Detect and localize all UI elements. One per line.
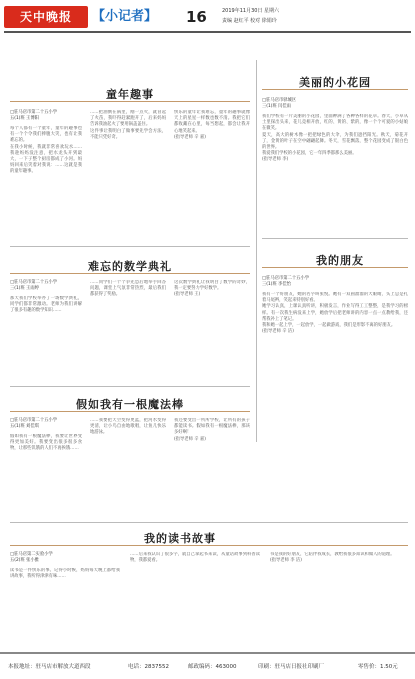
article-title: 我的朋友 — [316, 254, 364, 267]
page-footer — [0, 652, 415, 679]
newspaper-logo: 天中晚报 — [4, 6, 88, 28]
article-byline: □驻马店第二实验小学 五(2)班 张小雅 — [10, 552, 53, 563]
article-body-col3: 书是我的好朋友，它陪伴我成长，教给我很多知识和做人的道理。 (指导老师 李 洁) — [270, 552, 395, 564]
article-body-col1: 那天我们学校举办了一场数学典礼，同学们都非常激动。老师为我们讲解了很多有趣的数学知识…… — [10, 296, 82, 314]
section-divider — [10, 522, 408, 523]
title-rule — [262, 89, 408, 90]
article-body-col2: ……后来我认识了很多字，就自己拿起书来读，从童话故事到科普读物，我都爱看。 — [130, 552, 260, 564]
column-title: 【小记者】 — [92, 9, 158, 24]
column-divider — [256, 60, 257, 442]
article-byline: □驻马店市第二十五小学 三(1)班 李佳怡 — [262, 276, 310, 287]
article-body-col3: 快乐的童年让我难忘，童年的趣事就像天上的星星一样数也数不清。我把它们都收藏在心里，每当想起，都会让我开心地笑起来。 (指导老师 辛 嘉) — [174, 110, 250, 140]
article-body-col2: ……把油倒在锅里，刚一点火，就冒起了火苗，我吓得赶紧跑开了，后来妈妈告诉我油起火了要用锅盖盖住。 这件事让我明白了做事要先学会方法，不能只凭好奇。 — [90, 110, 166, 140]
title-rule — [10, 411, 250, 412]
article-body-col1: 读书是一件快乐的事。记得小时候，妈妈每天晚上都给我讲故事，我听得津津有味…… — [10, 568, 120, 580]
article-body-col1: 假如我有一根魔法棒，我要让世界变得更加美好。我要变出很多很多食物，让那些饥饿的人们不再挨饿…… — [10, 434, 82, 452]
article-title: 美丽的小花园 — [299, 76, 371, 89]
article-body-col2: ……我要把天空变得更蓝，把河水变得更清，让小鸟自由地歌唱，让鱼儿快乐地游泳。 — [90, 418, 166, 436]
article-body-col3: 这次数学典礼让我明白了数学的奇妙，我一定要努力学好数学。 (指导老师 王) — [174, 280, 250, 298]
title-rule — [10, 545, 408, 546]
article-body: 我有一个好朋友，她的名字叫张悦。她有一双圆溜溜的大眼睛，头上总是扎着马尾辫，笑起来特别好看。 她学习认真，上课认真听讲，积极发言，作业写得工工整整，是我学习的榜样。有一次我生病没来上学，她放学后把老师讲的内容一点一点教给我，还帮我补上了笔记。 我和她一起上学，一起放学，一起做游戏，我们是形影不离的好朋友。 (指导老师 辛 洁) — [262, 292, 408, 335]
article-byline: □驻马店市驿城区 三(1)班 闫佳雨 — [262, 98, 297, 109]
masthead-rule — [4, 31, 411, 33]
article-byline: □驻马店市第二十五小学 五(1)班 王博阳 — [10, 110, 58, 121]
section-divider — [10, 246, 250, 247]
article-byline: □驻马店市第二十五小学 三(1)班 王雨婷 — [10, 280, 58, 291]
title-rule — [262, 267, 408, 268]
section-divider — [10, 386, 250, 387]
masthead — [0, 0, 415, 34]
article-title: 难忘的数学典礼 — [88, 260, 172, 273]
article-body-col1: 每个人都有一个童年，童年的趣事也有一个个令我们捧腹大笑，也有让我难忘的。 在我小时候，我就非常喜欢玩水……我趁妈妈没注意，把水龙头开到最大，一下子整个厨房都成了小河。妈妈回来后笑着对我说：……这就是我的童年趣事。 — [10, 126, 82, 175]
title-rule — [10, 273, 250, 274]
article-title: 童年趣事 — [106, 88, 154, 101]
article-title: 假如我有一根魔法棒 — [76, 398, 184, 411]
article-byline: □驻马店市第二十五小学 五(1)班 刘佳琪 — [10, 418, 58, 429]
page-number: 16 — [186, 8, 207, 26]
editor-credits: 责编 赵红平 校对 徐娟玲 — [222, 18, 277, 24]
article-body-col2: ……同学们一个个争先恐后地举手回答问题，课堂上气氛非常热烈，最后我们都获得了奖励。 — [90, 280, 166, 298]
footer-printer: 印刷：驻马店日报社印刷厂 — [258, 664, 325, 670]
title-rule — [10, 101, 250, 102]
article-body: 我们学校有一片美丽的小花园，里面种满了各种各样的花草。春天，小草从土里探出头来，花儿竞相开放，红的、黄的、紫的，像一个个可爱的小姑娘在微笑。 夏天，高大的树木像一把把绿色的大伞，为我们遮挡阳光。秋天，菊花开了，金黄的叶子在空中翩翩起舞。冬天，雪花飘落，整个花园变成了银白色的世界。 我爱我们学校的小花园，它一年四季都那么美丽。 (指导老师 李) — [262, 114, 408, 163]
footer-address: 本报地址：驻马店市解放大道西段 — [8, 664, 91, 670]
footer-price: 零售价：1.50元 — [358, 664, 398, 670]
issue-date: 2019年11月30日 星期六 — [222, 8, 280, 14]
article-body-col3: 我还要变出一所所学校，让所有的孩子都能读书。假如我有一根魔法棒，那该多好啊！ (指导老师 辛 嘉) — [174, 418, 250, 442]
footer-postcode: 邮政编码：463000 — [188, 664, 237, 670]
section-divider — [262, 238, 408, 239]
footer-phone: 电话：2837552 — [128, 664, 169, 670]
article-title: 我的读书故事 — [144, 532, 216, 545]
